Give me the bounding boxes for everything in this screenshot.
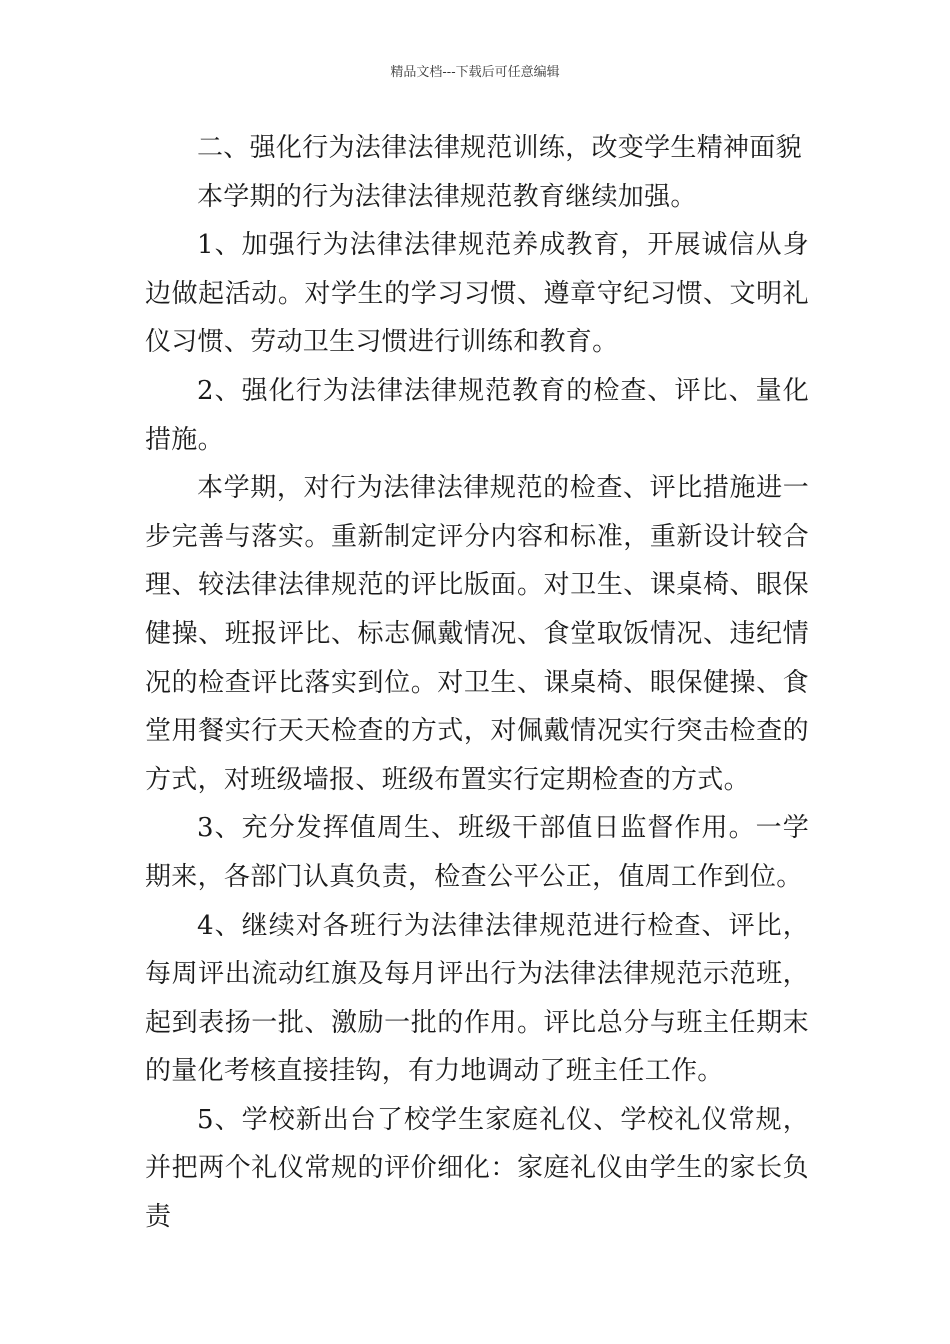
paragraph-item-1: 1、加强行为法律法律规范养成教育，开展诚信从身边做起活动。对学生的学习习惯、遵章守纪习惯、文明礼仪习惯、劳动卫生习惯进行训练和教育。	[145, 230, 809, 358]
paragraph-item-3: 3、充分发挥值周生、班级干部值日监督作用。一学期来，各部门认真负责，检查公平公正，值周工作到位。	[145, 813, 809, 892]
page-header: 精品文档---下载后可任意编辑	[390, 65, 560, 80]
paragraph-intro: 本学期的行为法律法律规范教育继续加强。	[197, 181, 697, 212]
paragraph-item-2: 2、强化行为法律法律规范教育的检查、评比、量化措施。	[145, 375, 809, 455]
paragraph-item-5: 5、学校新出台了校学生家庭礼仪、学校礼仪常规，并把两个礼仪常规的评价细化：家庭礼仪由学生的家长负责	[145, 1104, 809, 1233]
section-heading: 二、强化行为法律法律规范训练，改变学生精神面貌	[197, 133, 802, 163]
paragraph-item-2-detail: 本学期，对行为法律法律规范的检查、评比措施进一步完善与落实。重新制定评分内容和标准，重新设计较合理、较法律法律规范的评比版面。对卫生、课桌椅、眼保健操、班报评比、标志佩戴情况、食堂取饭情况、违纪情况的检查评比落实到位。对卫生、课桌椅、眼保健操、食堂用餐实行天天检查的方式，对佩戴情况实行突击检查的方式，对班级墙报、班级布置实行定期检查的方式。	[145, 473, 809, 795]
document-body	[145, 124, 809, 1242]
paragraph-item-4: 4、继续对各班行为法律法律规范进行检查、评比，每周评出流动红旗及每月评出行为法律法律规范示范班，起到表扬一批、激励一批的作用。评比总分与班主任期末的量化考核直接挂钩，有力地调动了班主任工作。	[145, 910, 809, 1087]
